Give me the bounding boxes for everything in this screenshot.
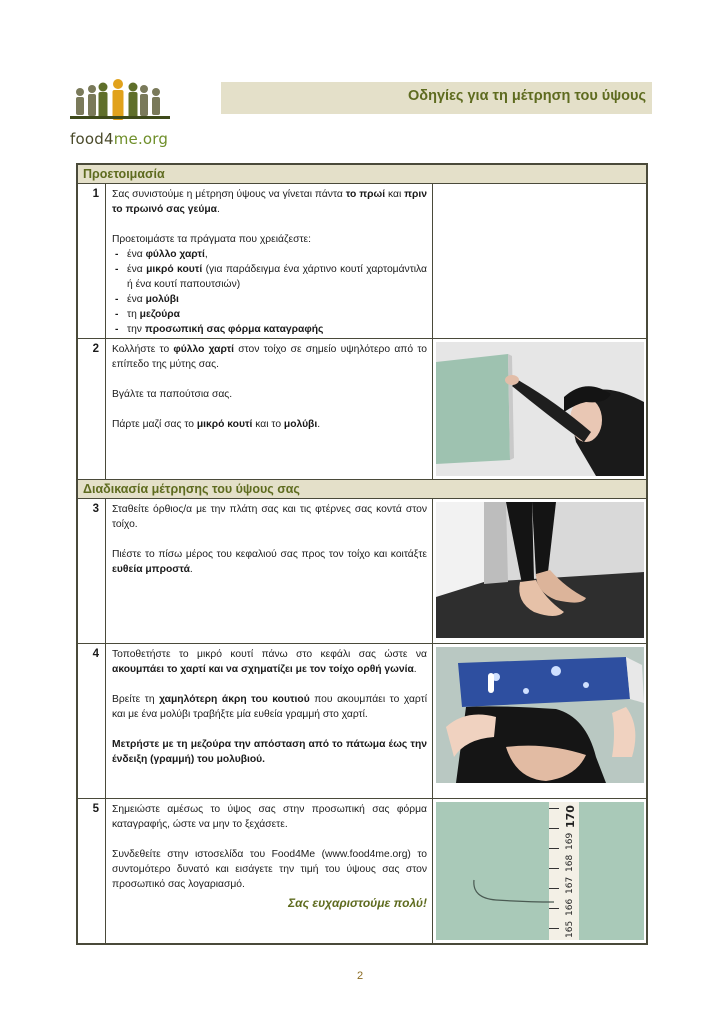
table-row: [78, 184, 646, 339]
instructions-table: [76, 163, 648, 945]
step-number: 1: [78, 184, 106, 338]
ruler-label: 168: [565, 854, 575, 872]
logo-wordmark: food4me.org: [70, 130, 169, 148]
list-item: - ένα φύλλο χαρτί,: [112, 247, 427, 262]
thank-you-note: Σας ευχαριστούμε πολύ!: [288, 896, 427, 910]
step-number: 2: [78, 339, 106, 479]
ruler-label: 166: [565, 898, 575, 916]
step-4-text: Τοποθετήστε το μικρό κουτί πάνω στο κεφάλι σας ώστε να ακουμπάει το χαρτί και να σχηματίζει με τον τοίχο ορθή γωνία. Βρείτε τη χαμηλότερη άκρη του κουτιού που ακουμπάει το χαρτί και με ένα μολύβι τραβήξτε μία ευθεία γραμμή στο χαρτί. Μετρήστε με τη μεζούρα την απόσταση από το πάτωμα έως την ένδειξη (γραμμή) του μολυβιού.: [112, 649, 427, 765]
ruler-label: 165: [565, 920, 575, 938]
title-bar: [221, 82, 652, 114]
people-crowd-icon: [70, 78, 170, 132]
photo-box-on-head: [436, 647, 644, 783]
step-5-text: Σημειώστε αμέσως το ύψος σας στην προσωπική σας φόρμα καταγραφής, ώστε να μην το ξεχάσετε. Συνδεθείτε στην ιστοσελίδα του Food4Me (www.food4me.org) το συντομότερο δυνατό και εισάγετε την τιμή του ύψους σας στον προσωπικό σας λογαριασμό. Σας ευχαριστούμε πολύ!: [112, 804, 427, 910]
section-header-preparation: Προετοιμασία: [78, 165, 646, 184]
ruler-label: 170: [564, 805, 577, 828]
ruler-label: 167: [565, 876, 575, 894]
step-2-text: Κολλήστε το φύλλο χαρτί στον τοίχο σε σημείο υψηλότερο από το επίπεδο της μύτης σας. Βγάλτε τα παπούτσια σας. Πάρτε μαζί σας το μικρό κουτί και το μολύβι.: [112, 344, 428, 430]
food4me-logo: [70, 78, 170, 152]
supplies-list: [112, 247, 427, 337]
table-row: [78, 799, 646, 943]
photo-feet-against-wall: [436, 502, 644, 638]
list-item: - ένα μικρό κουτί (για παράδειγμα ένα χάρτινο κουτί χαρτομάντιλα ή ένα κουτί παπουτσιών): [112, 262, 427, 292]
list-item: - την προσωπική σας φόρμα καταγραφής: [112, 322, 427, 337]
page-title: Οδηγίες για τη μέτρηση του ύψους: [408, 88, 646, 104]
table-row: [78, 339, 646, 480]
page-number: 2: [356, 970, 364, 982]
list-item: - τη μεζούρα: [112, 307, 427, 322]
list-item: - ένα μολύβι: [112, 292, 427, 307]
table-row: [78, 499, 646, 644]
step-number: 5: [78, 799, 106, 943]
photo-paper-on-wall: [436, 342, 644, 476]
photo-tape-measure: [436, 802, 644, 940]
step-1-text: Σας συνιστούμε η μέτρηση ύψους να γίνεται πάντα το πρωί και πριν το πρωινό σας γεύμα. Προετοιμάστε τα πράγματα που χρειάζεστε: - ένα φύλλο χαρτί, - ένα μικρό κουτί (για παράδειγμα ένα χάρτινο κουτί χαρτομάντιλα ή ένα κουτί παπουτσιών) - ένα μολύβι - τη μεζούρα - την προσωπική σας φόρμα καταγραφής: [112, 187, 427, 337]
section-header-procedure: Διαδικασία μέτρησης του ύψους σας: [78, 480, 646, 499]
step-number: 3: [78, 499, 106, 643]
step-3-text: Σταθείτε όρθιος/α με την πλάτη σας και τις φτέρνες σας κοντά στον τοίχο. Πιέστε το πίσω μέρος του κεφαλιού σας προς τον τοίχο και κοιτάξτε ευθεία μπροστά.: [112, 504, 427, 575]
step-number: 4: [78, 644, 106, 798]
table-row: [78, 644, 646, 799]
ruler-label: 169: [565, 832, 575, 850]
